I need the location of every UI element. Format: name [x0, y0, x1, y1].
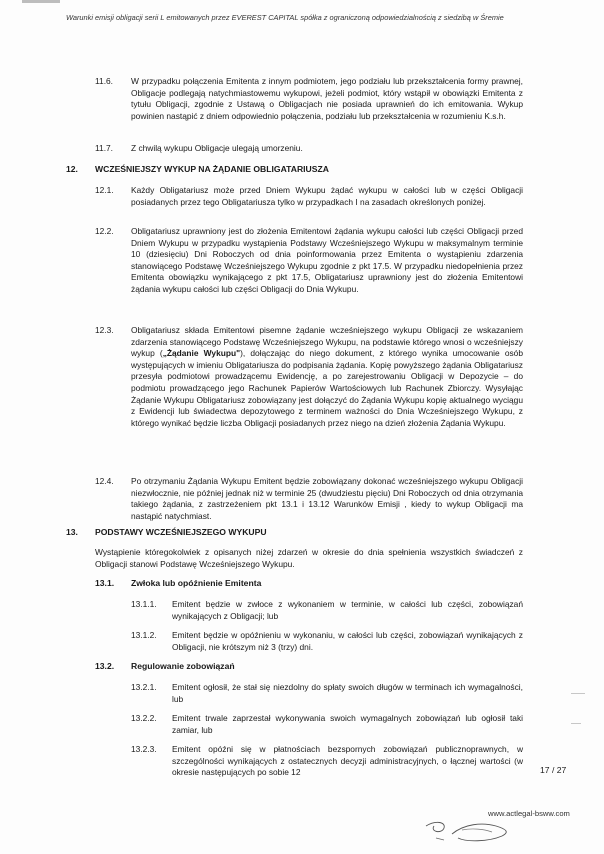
paragraph-13-1-1: Emitent będzie w zwłoce z wykonaniem w terminie, w całości lub części, zobowiązań wynikających z Obligacji; lub	[172, 599, 523, 621]
paragraph-12-3-part-a: Obligatariusz składa Emitentowi pisemne żądanie wcześniejszego wykupu Obligacji ze wskazaniem zdarzenia stanowiącego Podstawę Wcześniejszego Wykupu, na podstawie którego wnosi o wcześniejszy wykup (	[131, 325, 523, 359]
section-number: 12.	[66, 164, 78, 174]
item-number: 11.6.	[95, 76, 114, 86]
subsection-number: 13.1.	[95, 578, 115, 588]
paragraph-12-2: Obligatariusz uprawniony jest do złożenia Emitentowi żądania wykupu całości lub części Obligacji przed Dniem Wykupu w przypadku wystąpienia Podstawy Wcześniejszego Wykupu w maksymalnym terminie 10 (dziesięciu) Dni Roboczych od dnia poinformowania przez Emitenta o wystąpieniu zdarzenia stanowiącego Podstawę Wcześniejszego Wykupu zgodnie z pkt 17.5. W przypadku niedopełnienia przez Emitenta obowiązku wynikającego z pkt 17.5, Obligatariusz uprawniony jest do złożenia Emitentowi żądania wykupu całości lub części Obligacji do Dnia Wykupu.	[131, 226, 523, 294]
section-number: 13.	[66, 527, 78, 537]
section-13-intro: Wystąpienie któregokolwiek z opisanych niżej zdarzeń w okresie do dnia spełnienia wszystkich świadczeń z Obligacji stanowi Podstawę Wcześniejszego Wykupu.	[95, 547, 523, 569]
subsection-heading-13-1: Zwłoka lub opóźnienie Emitenta	[131, 578, 262, 588]
paragraph-13-2-2: Emitent trwale zaprzestał wykonywania swoich wymagalnych zobowiązań lub ogłosił taki zamiar, lub	[172, 713, 523, 735]
item-number: 12.4.	[95, 476, 114, 486]
item-number: 13.2.3.	[131, 744, 157, 754]
section-heading-13: PODSTAWY WCZEŚNIEJSZEGO WYKUPU	[95, 527, 267, 537]
paragraph-11-7: Z chwilą wykupu Obligacje ulegają umorzeniu.	[131, 143, 303, 153]
paragraph-13-2-3: Emitent opóźni się w płatnościach bezspornych zobowiązań publicznoprawnych, w szczególności wynikających z ostatecznych decyzji administracyjnych, o łącznej wartości (w okresie następujących po sobie 12	[172, 744, 523, 778]
paragraph-13-1-2: Emitent będzie w opóźnieniu w wykonaniu, w całości lub części, zobowiązań wynikających z Obligacji, nie krótszym niż 3 (trzy) dni.	[172, 630, 523, 652]
paragraph-12-3	[131, 325, 523, 429]
paragraph-12-1: Każdy Obligatariusz może przed Dniem Wykupu żądać wykupu w całości lub w części Obligacji posiadanych przez tego Obligatariusza tylko w przypadkach I na zasadach określonych poniżej.	[131, 185, 523, 207]
paragraph-12-4: Po otrzymaniu Żądania Wykupu Emitent będzie zobowiązany dokonać wcześniejszego wykupu Obligacji niezwłocznie, nie później jednak niż w terminie 25 (dwudziestu pięciu) Dni Roboczych od dnia otrzymania takiego żądania, z zastrzeżeniem pkt 13.1 i 13.12 Warunków Emisji , kiedy to wykup Obligacji ma nastąpić natychmiast.	[131, 476, 523, 521]
item-number: 12.2.	[95, 226, 114, 236]
defined-term-zadanie-wykupu: „Żądanie Wykupu"	[162, 348, 241, 359]
page-number: 17 / 27	[540, 765, 567, 775]
paragraph-12-3-part-b: ), dołączając do niego dokument, z którego wynika umocowanie osób występujących w imieniu Obligatariusza do podpisania żądania. Kopię powyższego żądania Obligatariusz przesyła podmiotowi prowadzącemu Ewidencję, a po zarejestrowaniu Obligacji w Depozycie – do podmiotu prowadzącego jego Rachunek Papierów Wartościowych lub Rachunek Zbiorczy. Wysyłając Żądanie Wykupu Obligatariusz zobowiązany jest dołączyć do Żądania Wykupu kopię aktualnego wyciągu z Ewidencji lub świadectwa depozytowego z terminem ważności do Dnia Wcześniejszego Wykupu, z którego wynikać będzie liczba Obligacji posiadanych przez niego na dzień złożenia Żądania Wykupu.	[131, 348, 523, 428]
item-number: 12.1.	[95, 185, 114, 195]
subsection-heading-13-2: Regulowanie zobowiązań	[131, 661, 235, 671]
paragraph-11-6: W przypadku połączenia Emitenta z innym podmiotem, jego podziału lub przekształcenia formy prawnej, Obligacje podlegają natychmiastowemu wykupowi, jeżeli podmiot, który wstąpił w obowiązki Emitenta z tytułu Obligacji, zgodnie z Ustawą o Obligacjach nie posiada uprawnień do ich emitowania. Wykup powinien nastąpić z dniem odpowiednio połączenia, podziału lub przekształcenia w rozumieniu K.s.h.	[131, 76, 523, 121]
margin-mark	[571, 723, 581, 724]
item-number: 13.2.2.	[131, 713, 157, 723]
subsection-number: 13.2.	[95, 661, 115, 671]
scan-artifact	[22, 0, 60, 3]
signature-scribble	[422, 812, 514, 850]
item-number: 13.1.2.	[131, 630, 157, 640]
paragraph-13-2-1: Emitent ogłosił, że stał się niezdolny do spłaty swoich długów w terminach ich wymagalności, lub	[172, 682, 523, 704]
margin-mark	[571, 693, 585, 694]
item-number: 11.7.	[95, 143, 114, 153]
running-header: Warunki emisji obligacji serii L emitowanych przez EVEREST CAPITAL spółka z ograniczoną odpowiedzialnością z siedzibą w Śremie	[66, 13, 504, 22]
footer-url: www.actlegal-bsww.com	[488, 809, 570, 818]
item-number: 13.2.1.	[131, 682, 157, 692]
item-number: 13.1.1.	[131, 599, 157, 609]
item-number: 12.3.	[95, 325, 114, 335]
section-heading-12: WCZEŚNIEJSZY WYKUP NA ŻĄDANIE OBLIGATARIUSZA	[95, 164, 329, 174]
